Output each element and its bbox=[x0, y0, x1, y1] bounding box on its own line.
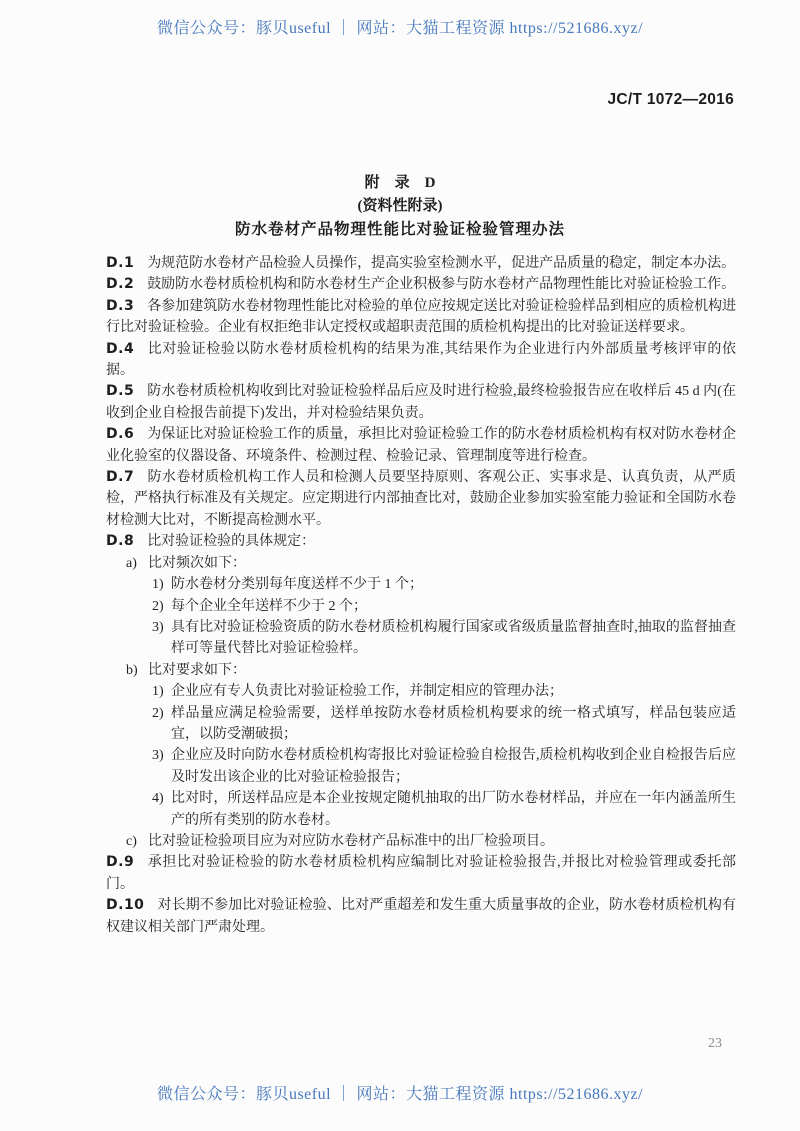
clause-label: D.6 bbox=[106, 426, 135, 443]
clause-text: 鼓励防水卷材质检机构和防水卷材生产企业积极参与防水卷材产品物理性能比对验证检验工作。 bbox=[147, 277, 736, 293]
clause-text: 比对验证检验的具体规定： bbox=[147, 534, 316, 550]
item-label: 3) bbox=[152, 748, 164, 764]
clause-text: 防水卷材质检机构工作人员和检测人员要坚持原则、客观公正、实事求是、认真负责，从严质检，严格执行标准及有关规定。应定期进行内部抽查比对，鼓励企业参加实验室能力验证和全国防水卷材检测大比对，不断提高检测水平。 bbox=[106, 470, 736, 528]
watermark-bottom: 微信公众号：豚贝useful ｜ 网站：大猫工程资源 https://521686.xyz/ bbox=[156, 1086, 644, 1103]
clause-d6 bbox=[106, 424, 736, 467]
item-b-4 bbox=[106, 788, 736, 831]
appendix-title-block bbox=[0, 172, 800, 241]
clause-d7 bbox=[106, 467, 736, 531]
clause-text: 为规范防水卷材产品检验人员操作，提高实验室检测水平，促进产品质量的稳定，制定本办法。 bbox=[147, 256, 736, 271]
appendix-title: 附 录 D bbox=[364, 175, 436, 191]
item-a-2 bbox=[106, 596, 736, 617]
clause-d2 bbox=[106, 274, 736, 295]
item-label: 3) bbox=[152, 619, 164, 635]
item-label: 2) bbox=[152, 598, 164, 614]
clause-d4 bbox=[106, 339, 736, 382]
clause-text: 为保证比对验证检验工作的质量，承担比对验证检验工作的防水卷材质检机构有权对防水卷材企业化验室的仪器设备、环境条件、检测过程、检验记录、管理制度等进行检查。 bbox=[106, 427, 736, 464]
item-b bbox=[106, 660, 736, 681]
clause-label: D.4 bbox=[106, 340, 135, 357]
item-text: 企业应有专人负责比对验证检验工作，并制定相应的管理办法； bbox=[171, 684, 563, 700]
clause-d8 bbox=[106, 531, 736, 552]
item-text: 比对频次如下： bbox=[148, 555, 246, 571]
clause-d5 bbox=[106, 381, 736, 424]
clause-d10 bbox=[106, 895, 736, 938]
item-label: 4) bbox=[152, 791, 164, 807]
clause-body bbox=[106, 253, 736, 938]
watermark-top: 微信公众号：豚贝useful ｜ 网站：大猫工程资源 https://521686.xyz/ bbox=[156, 20, 644, 37]
clause-text: 比对验证检验以防水卷材质检机构的结果为准,其结果作为企业进行内外部质量考核评审的依据。 bbox=[106, 341, 736, 379]
clause-label: D.1 bbox=[106, 255, 135, 271]
item-b-3 bbox=[106, 745, 736, 788]
item-text: 防水卷材分类别每年度送样不少于 1 个； bbox=[171, 577, 423, 593]
item-text: 比对时，所送样品应是本企业按规定随机抽取的出厂防水卷材样品，并应在一年内涵盖所生产的所有类别的防水卷材。 bbox=[171, 791, 736, 828]
standard-code-header: JC/T 1072—2016 bbox=[607, 91, 734, 108]
item-label: c) bbox=[126, 833, 137, 849]
item-label: b) bbox=[126, 662, 138, 678]
item-text: 企业应及时向防水卷材质检机构寄报比对验证检验自检报告,质检机构收到企业自检报告后应及时发出该企业的比对验证检验报告； bbox=[171, 748, 736, 785]
item-a bbox=[106, 553, 736, 574]
appendix-subtitle: (资料性附录) bbox=[357, 198, 443, 214]
clause-label: D.7 bbox=[106, 469, 135, 486]
clause-label: D.9 bbox=[106, 854, 135, 871]
item-text: 每个企业全年送样不少于 2 个； bbox=[171, 598, 367, 614]
item-text: 比对验证检验项目应为对应防水卷材产品标准中的出厂检验项目。 bbox=[148, 833, 554, 849]
clause-label: D.10 bbox=[106, 897, 145, 914]
item-label: 2) bbox=[152, 705, 164, 721]
item-label: 1) bbox=[152, 684, 164, 700]
clause-d1 bbox=[106, 253, 736, 274]
item-b-2 bbox=[106, 703, 736, 746]
clause-label: D.3 bbox=[106, 297, 135, 314]
clause-text: 承担比对验证检验的防水卷材质检机构应编制比对验证检验报告,并报比对检验管理或委托部门。 bbox=[106, 855, 736, 892]
item-label: 1) bbox=[152, 577, 164, 593]
item-label: a) bbox=[126, 555, 137, 571]
item-text: 具有比对验证检验资质的防水卷材质检机构履行国家或省级质量监督抽查时,抽取的监督抽查样可等量代替比对验证检验样。 bbox=[171, 619, 736, 657]
clause-text: 防水卷材质检机构收到比对验证检验样品后应及时进行检验,最终检验报告应在收样后 45 d 内(在收到企业自检报告前提下)发出，并对检验结果负责。 bbox=[106, 384, 736, 421]
appendix-main-title: 防水卷材产品物理性能比对验证检验管理办法 bbox=[234, 221, 565, 238]
page-number: 23 bbox=[708, 1036, 722, 1051]
item-b-1 bbox=[106, 681, 736, 702]
clause-text: 各参加建筑防水卷材物理性能比对检验的单位应按规定送比对验证检验样品到相应的质检机构进行比对验证检验。企业有权拒绝非认定授权或超职责范围的质检机构提出的比对验证送样要求。 bbox=[106, 298, 736, 336]
clause-d3 bbox=[106, 296, 736, 339]
item-c bbox=[106, 831, 736, 852]
clause-label: D.8 bbox=[106, 533, 135, 550]
item-text: 样品量应满足检验需要，送样单按防水卷材质检机构要求的统一格式填写，样品包装应适宜，以防受潮破损； bbox=[171, 705, 736, 742]
clause-text: 对长期不参加比对验证检验、比对严重超差和发生重大质量事故的企业，防水卷材质检机构有权建议相关部门严肃处理。 bbox=[106, 898, 736, 935]
item-a-3 bbox=[106, 617, 736, 660]
clause-label: D.2 bbox=[106, 276, 135, 293]
item-text: 比对要求如下： bbox=[148, 662, 246, 678]
item-a-1 bbox=[106, 574, 736, 595]
clause-d9 bbox=[106, 852, 736, 895]
clause-label: D.5 bbox=[106, 383, 135, 400]
